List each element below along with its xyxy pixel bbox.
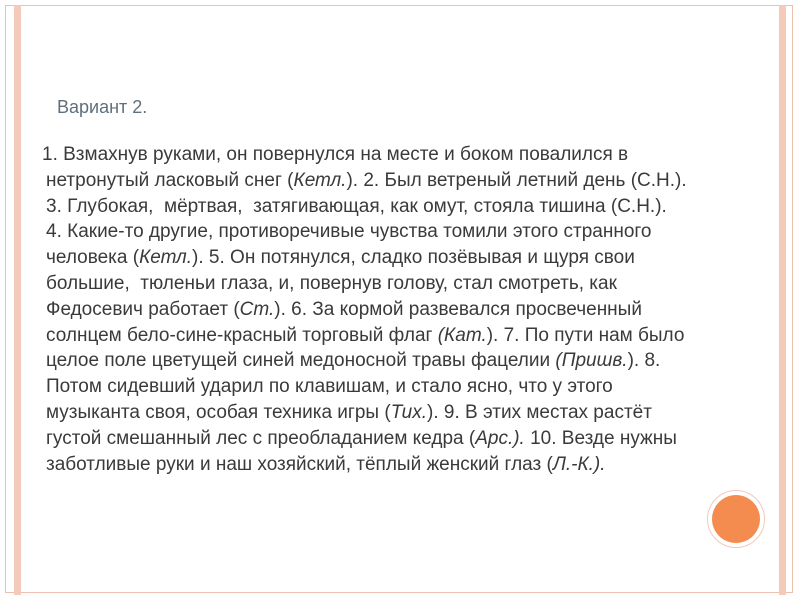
text-segment: 10. Везде нужны — [524, 427, 677, 449]
text-segment: густой смешанный лес с преобладанием кедра ( — [46, 427, 476, 449]
text-line — [46, 168, 687, 194]
author-citation: Ст. — [239, 298, 275, 320]
text-segment: ). 6. За кормой развевался просвеченный — [274, 298, 642, 320]
text-segment: Потом сидевший ударил по клавишам, и стало ясно, что у этого — [46, 376, 613, 398]
text-line — [46, 323, 687, 349]
text-segment: ). 2. Был ветреный летний день (С.Н.). — [346, 169, 687, 191]
author-citation: Кетл. — [139, 247, 193, 269]
text-segment: ). 7. По пути нам было — [486, 324, 685, 346]
text-line — [46, 245, 687, 271]
text-segment: заботливые руки и наш хозяйский, тёплый женский глаз ( — [46, 453, 553, 475]
text-line — [46, 452, 687, 478]
text-line — [46, 271, 687, 297]
text-segment: нетронутый ласковый снег ( — [46, 169, 294, 191]
text-segment: 1. Взмахнув руками, он повернулся на месте и боком повалился в — [42, 144, 629, 165]
text-segment: ). 9. В этих местах растёт — [427, 401, 652, 423]
text-segment: 4. Какие-то другие, противоречивые чувства томили этого странного — [46, 221, 652, 243]
author-citation: (Пришв. — [555, 350, 628, 372]
text-segment: ). 8. — [627, 350, 661, 372]
author-citation: Тих. — [390, 401, 428, 423]
author-citation: Арс.). — [475, 427, 525, 449]
author-citation: (Кат. — [437, 324, 487, 346]
author-citation: Л.-К.). — [552, 453, 606, 475]
text-line — [42, 142, 687, 168]
author-citation: Кетл. — [293, 169, 347, 191]
text-segment: целое поле цветущей синей медоносной травы фацелии — [46, 350, 556, 372]
text-segment: солнцем бело-сине-красный торговый флаг — [46, 324, 438, 346]
frame-band-left — [14, 5, 21, 595]
text-line — [46, 374, 687, 400]
text-segment: Федосевич работает ( — [46, 298, 240, 320]
text-line — [46, 297, 687, 323]
text-line — [46, 426, 687, 452]
frame-band-right — [779, 5, 786, 595]
text-line — [46, 400, 687, 426]
text-segment: человека ( — [46, 247, 140, 269]
slide-title: Вариант 2. — [57, 97, 148, 117]
accent-circle — [712, 495, 760, 543]
text-line — [46, 348, 687, 374]
text-segment: музыканта своя, особая техника игры ( — [46, 401, 391, 423]
text-line — [46, 219, 687, 245]
text-segment: ). 5. Он потянулся, сладко позёвывая и щуря свои — [192, 247, 635, 269]
exercise-text — [42, 142, 687, 477]
text-segment: 3. Глубокая, мёртвая, затягивающая, как омут, стояла тишина (С.Н.). — [46, 195, 667, 217]
text-line — [46, 194, 687, 220]
text-segment: большие, тюленьи глаза, и, повернув голову, стал смотреть, как — [46, 272, 617, 294]
